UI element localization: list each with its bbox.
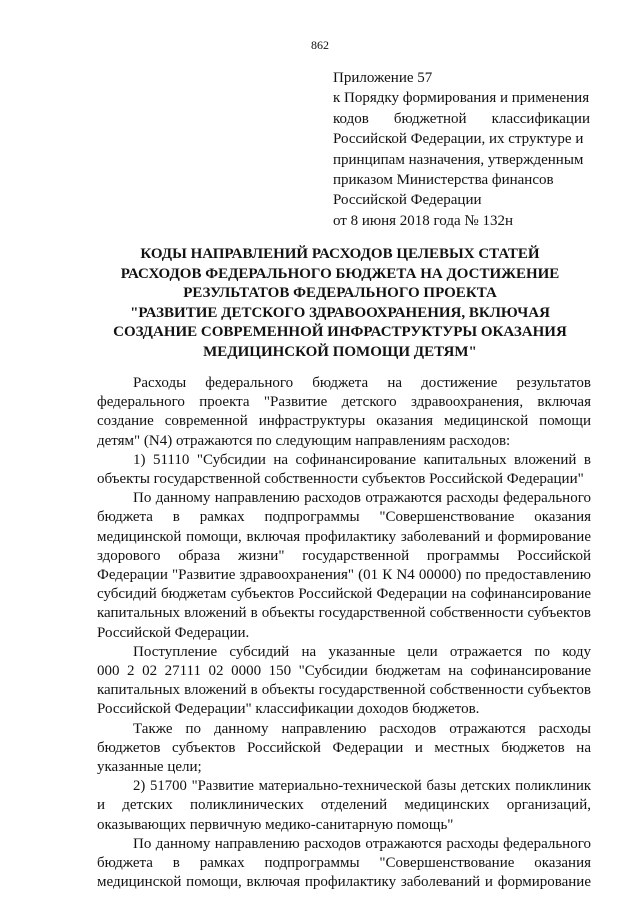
paragraph bbox=[97, 643, 591, 720]
paragraph-line: капитальных вложений в объекты государственной собственности субъектов bbox=[97, 682, 591, 699]
paragraph-line: оказывающих первичную медико-санитарную помощь" bbox=[97, 816, 454, 833]
paragraph-line: субсидий бюджетам субъектов Российской Федерации на софинансирование bbox=[97, 586, 591, 603]
paragraph bbox=[97, 451, 591, 489]
paragraph-line: медицинской помощи, включая профилактику заболеваний и формирование bbox=[97, 528, 591, 545]
paragraph-line: Расходы федерального бюджета на достижение результатов bbox=[133, 375, 591, 391]
paragraph-line: здорового образа жизни" государственной программы Российской bbox=[97, 547, 591, 564]
paragraph-line: федерального проекта "Развитие детского здравоохранения, включая bbox=[97, 394, 591, 411]
paragraph-line: капитальных вложений в объекты государственной собственности субъектов bbox=[97, 605, 591, 622]
paragraph bbox=[97, 777, 591, 835]
paragraph-line: 1) 51110 "Субсидии на софинансирование капитальных вложений в bbox=[133, 451, 591, 468]
appendix-line: Российской Федерации bbox=[333, 192, 482, 209]
paragraph bbox=[97, 720, 591, 778]
paragraph-line: медицинской помощи, включая профилактику заболеваний и формирование bbox=[97, 874, 591, 891]
appendix-line: Приложение 57 bbox=[333, 70, 433, 86]
paragraph-line: По данному направлению расходов отражаются расходы федерального bbox=[133, 835, 591, 852]
paragraph-line: детям" (N4) отражаются по следующим направлениям расходов: bbox=[97, 432, 511, 449]
paragraph-line: бюджетов субъектов Российской Федерации и местных бюджетов на bbox=[97, 739, 591, 756]
document-body bbox=[97, 374, 591, 892]
paragraph bbox=[97, 374, 591, 451]
title-line: МЕДИЦИНСКОЙ ПОМОЩИ ДЕТЯМ" bbox=[203, 343, 477, 360]
paragraph-line: Поступление субсидий на указанные цели отражается по коду bbox=[133, 643, 591, 660]
page-number: 862 bbox=[311, 38, 329, 52]
paragraph-line: 2) 51700 "Развитие материально-технической базы детских поликлиник bbox=[133, 778, 591, 795]
paragraph-line: Федерации "Развитие здравоохранения" (01 К N4 00000) по предоставлению bbox=[97, 567, 591, 584]
appendix-line: от 8 июня 2018 года № 132н bbox=[333, 212, 513, 229]
appendix-block bbox=[333, 68, 590, 231]
paragraph bbox=[97, 835, 591, 893]
paragraph-line: По данному направлению расходов отражаются расходы федерального bbox=[133, 490, 591, 507]
title-line: РЕЗУЛЬТАТОВ ФЕДЕРАЛЬНОГО ПРОЕКТА bbox=[183, 285, 497, 301]
paragraph-line: 000 2 02 27111 02 0000 150 "Субсидии бюджетам на софинансирование bbox=[97, 663, 591, 680]
appendix-line: к Порядку формирования и применения bbox=[333, 90, 590, 107]
title-line: КОДЫ НАПРАВЛЕНИЙ РАСХОДОВ ЦЕЛЕВЫХ СТАТЕЙ bbox=[140, 246, 540, 262]
paragraph-line: и детских поликлинических отделений медицинских организаций, bbox=[97, 797, 591, 814]
paragraph-line: Также по данному направлению расходов отражаются расходы bbox=[133, 720, 591, 737]
title-line: СОЗДАНИЕ СОВРЕМЕННОЙ ИНФРАСТРУКТУРЫ ОКАЗАНИЯ bbox=[113, 324, 567, 340]
paragraph-line: указанные цели; bbox=[97, 759, 202, 776]
appendix-line: кодов бюджетной классификации bbox=[333, 110, 590, 127]
document-title bbox=[90, 245, 590, 362]
paragraph-line: создание современной инфраструктуры оказания медицинской помощи bbox=[97, 413, 591, 430]
appendix-line: приказом Министерства финансов bbox=[333, 172, 554, 189]
paragraph-line: Российской Федерации" классификации доходов бюджетов. bbox=[97, 701, 480, 718]
title-line: "РАЗВИТИЕ ДЕТСКОГО ЗДРАВООХРАНЕНИЯ, ВКЛЮЧАЯ bbox=[130, 304, 550, 321]
title-line: РАСХОДОВ ФЕДЕРАЛЬНОГО БЮДЖЕТА НА ДОСТИЖЕНИЕ bbox=[120, 265, 560, 282]
paragraph-line: Российской Федерации. bbox=[97, 624, 250, 641]
paragraph-line: бюджета в рамках подпрограммы "Совершенствование оказания bbox=[97, 509, 591, 526]
paragraph-line: объекты государственной собственности субъектов Российской Федерации" bbox=[97, 471, 584, 488]
paragraph bbox=[97, 489, 591, 643]
appendix-line: принципам назначения, утвержденным bbox=[333, 151, 584, 168]
appendix-line: Российской Федерации, их структуре и bbox=[333, 131, 584, 148]
paragraph-line: бюджета в рамках подпрограммы "Совершенствование оказания bbox=[97, 855, 591, 872]
